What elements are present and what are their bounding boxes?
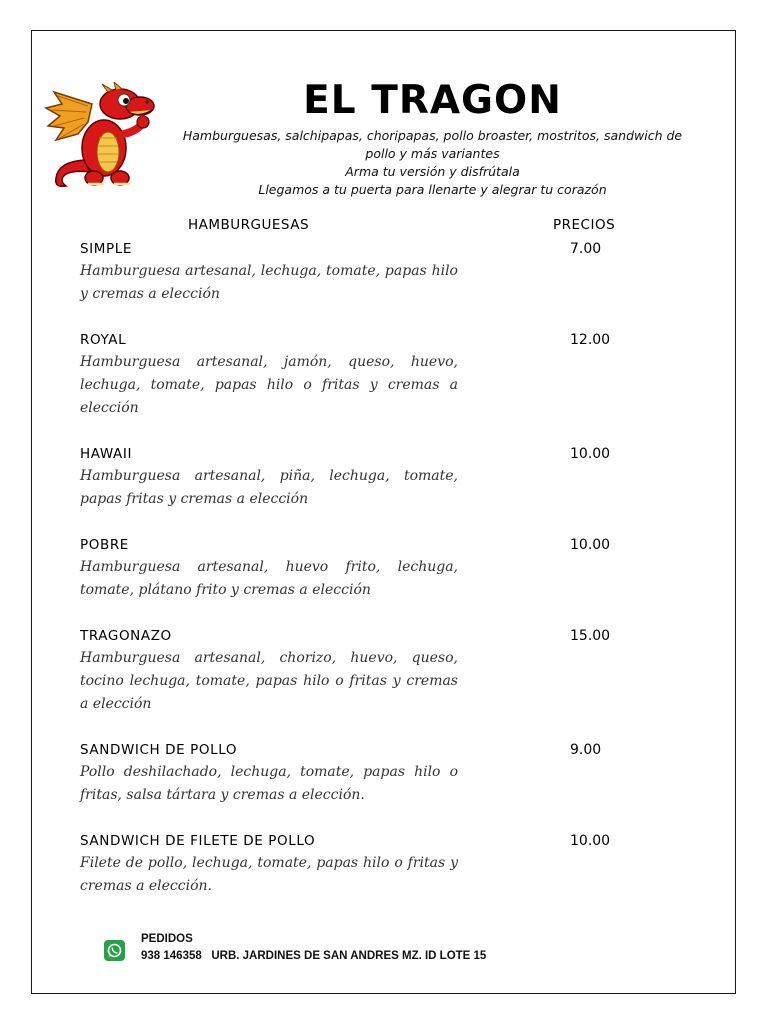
whatsapp-icon[interactable] <box>104 940 125 961</box>
menu-item <box>80 830 640 898</box>
menu-item-description: Hamburguesa artesanal, jamón, queso, huevo, lechuga, tomate, papas hilo o fritas y cremas a elección <box>80 354 458 416</box>
menu-item-price: 9.00 <box>570 742 602 758</box>
menu-item-description: Hamburguesa artesanal, piña, lechuga, tomate, papas fritas y cremas a elección <box>80 468 458 507</box>
menu-item-name: HAWAII <box>80 446 133 462</box>
price-column-header: PRECIOS <box>553 217 616 233</box>
menu-item <box>80 329 640 420</box>
menu-item-price: 10.00 <box>570 537 611 553</box>
menu-item <box>80 625 640 716</box>
menu-item <box>80 238 640 306</box>
menu-item-price: 15.00 <box>570 628 611 644</box>
menu-item-description: Pollo deshilachado, lechuga, tomate, papas hilo o fritas, salsa tártara y cremas a elección. <box>80 764 458 803</box>
menu-item <box>80 739 640 807</box>
subtitle-line-4: Llegamos a tu puerta para llenarte y alegrar tu corazón <box>258 182 607 197</box>
menu-item-name: SIMPLE <box>80 241 132 257</box>
menu-item-name: SANDWICH DE POLLO <box>80 742 238 758</box>
menu-item-description: Hamburguesa artesanal, chorizo, huevo, queso, tocino lechuga, tomate, papas hilo o fritas y cremas a elección <box>80 650 458 712</box>
address: URB. JARDINES DE SAN ANDRES MZ. ID LOTE 15 <box>211 950 487 962</box>
menu-item <box>80 534 640 602</box>
menu-item-description: Hamburguesa artesanal, lechuga, tomate, papas hilo y cremas a elección <box>80 263 458 302</box>
orders-label: PEDIDOS <box>141 933 193 945</box>
menu-item-name: POBRE <box>80 537 129 553</box>
phone-number[interactable]: 938 146358 <box>141 950 202 962</box>
menu-item-price: 12.00 <box>570 332 611 348</box>
menu-item-name: TRAGONAZO <box>80 628 172 644</box>
menu-item-name: ROYAL <box>80 332 127 348</box>
subtitle-line-3: Arma tu versión y disfrútala <box>345 164 520 179</box>
menu-item <box>80 443 640 511</box>
subtitle-line-1: Hamburguesas, salchipapas, choripapas, pollo broaster, mostritos, sandwich de <box>182 128 683 143</box>
menu-item-description: Filete de pollo, lechuga, tomate, papas hilo o fritas y cremas a elección. <box>80 855 458 894</box>
section-header-hamburguesas: HAMBURGUESAS <box>188 217 310 233</box>
red-dragon-mascot-icon <box>44 82 160 194</box>
menu-item-price: 10.00 <box>570 833 611 849</box>
restaurant-title: EL TRAGON <box>303 78 562 123</box>
menu-item-price: 10.00 <box>570 446 611 462</box>
orders-contact-line <box>141 950 486 962</box>
subtitle-line-2: pollo y más variantes <box>365 146 500 161</box>
menu-item-price: 7.00 <box>570 241 602 257</box>
menu-item-name: SANDWICH DE FILETE DE POLLO <box>80 833 316 849</box>
menu-item-description: Hamburguesa artesanal, huevo frito, lechuga, tomate, plátano frito y cremas a elección <box>80 559 458 598</box>
